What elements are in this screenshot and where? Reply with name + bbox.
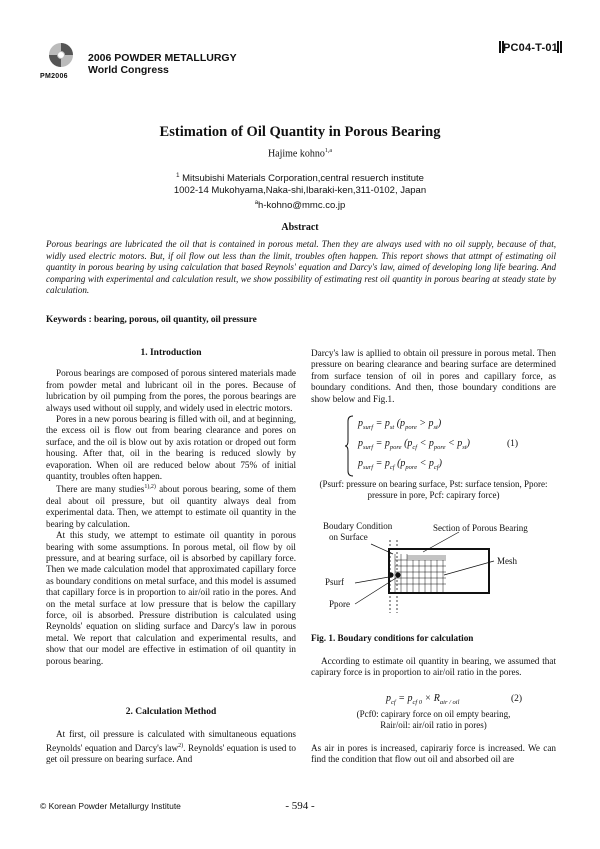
equation-2: $p_{cf} = p_{cf 0} \times R_{air / oil}$ — [386, 693, 460, 706]
intro-paragraph-3 — [46, 482, 296, 530]
figure-1 — [311, 518, 556, 636]
keywords: Keywords : bearing, porous, oil quantity, oil pressure — [46, 315, 257, 325]
paper-code — [497, 41, 564, 54]
fig-label-mesh: Mesh — [497, 556, 517, 566]
brace-icon — [344, 415, 354, 477]
fig-label-ppore: Ppore — [329, 599, 350, 609]
figure-caption: Fig. 1. Boudary conditions for calculation — [311, 633, 474, 643]
intro-paragraph-1: Porous bearings are composed of porous sintered materials made from powder metal and lubricant oil in the pores. Because of lubrication by oil pumping from the pores, the porous bearings are always used without oil supply, and widely used in electric motors. — [46, 368, 296, 413]
author-line — [0, 148, 600, 159]
boundary-diagram — [311, 518, 556, 636]
left-column-calc — [46, 707, 296, 766]
intro-heading: 1. Introduction — [140, 348, 202, 358]
eq1-number: (1) — [507, 439, 519, 449]
footer-copyright: © Korean Powder Metallurgy Institute — [40, 801, 181, 811]
congress-logo-icon — [46, 40, 76, 72]
affil-mark-1: 1 — [176, 173, 180, 179]
author-name: Hajime kohno — [267, 148, 325, 160]
intro-p3-b: about porous bearing, some of them deal about oil pressure, but oil quantity always deal from experimental data. Then, we attempt to estimate oil quantity in the bearing by calculation. — [46, 484, 297, 529]
calc-p1-a: At first, oil pressure is calculated with simultaneous equations Reynolds' equation and Darcy's law — [46, 729, 296, 753]
right-column-top — [311, 348, 556, 405]
affil-line-2: 1002-14 Mukohyama,Naka-shi,Ibaraki-ken,311-0102, Japan — [173, 185, 427, 197]
fig-label-section: Section of Porous Bearing — [433, 523, 528, 533]
affil-line-1: Mitsubishi Materials Corporation,central resuerch institute — [182, 173, 424, 185]
conference-line-2: World Congress — [88, 64, 169, 76]
paper-title: Estimation of Oil Quantity in Porous Bearing — [159, 124, 441, 140]
eq1-caption-1: (Psurf: pressure on bearing surface, Pst: surface tension, Ppore: — [319, 479, 548, 489]
fig-label-psurf: Psurf — [325, 577, 345, 587]
right-column-mid — [311, 656, 556, 679]
affil-email: h-kohno@mmc.co.jp — [258, 200, 346, 212]
intro-paragraph-2: Pores in a new porous bearing is filled with oil, and at beginning, the excess oil is flow out from bearing clearance and pores on surface, and the oil is blow out by axis rotation or droped out form housing. After that, oil in the bearing is reduced slowly by evaporation. When oil are reduced below about 75% of initial quantity, troubles often happen. — [46, 414, 296, 482]
author-marks: 1,a — [324, 148, 333, 154]
eq1-line-3: $p_{surf} = p_{cf}$ $(p_{pore} < p_{cf})$ — [358, 458, 442, 471]
surface-node — [388, 572, 393, 577]
page-number: - 594 - — [285, 800, 315, 812]
eq1-caption-2: pressure in pore, Pcf: capirary force) — [367, 490, 500, 500]
eq2-caption-2: Rair/oil: air/oil ratio in pores) — [380, 720, 487, 730]
affiliation — [0, 170, 600, 212]
logo-tag: PM2006 — [40, 73, 68, 80]
intro-paragraph-4: At this study, we attempt to estimate oil quantity in porous bearing with some assumptions. In porous metal, oil flow by oil pressure, and at bearing surface, oil is absorbed by capillary force. Then we made calculation model that approximated capillary force as boundary conditions on metal surface, and this model is assumed that capillary force is in proportion to air/oil ratio in the pores. And on the metal surface at low pressure that is below the capillary force, oil is absorbed. Pressure distribution is calculated using Reynolds' equation on sliding surface and Darcy's law in porous metal. We report that calculation and experimental results, and show that our model are effective in estimation of oil quantity in porous bearing. — [46, 530, 296, 666]
abstract-text: Porous bearings are lubricated the oil that is contained in porous metal. Then they are always used with no oil supply, because of that, widly used electric motors. But, if oil flow out less than the limit, troubles often happen. This report shows that attmpt of estimating oil quantity in porous bearing by using calculation that based Reynols' equation and Darcy's law, aimed of developing long life bearing. And comparing with experimental and calculation result, we show possibility of estimating rest oil quantity in porous bearing at steady state by calculation. — [46, 239, 556, 295]
conference-title — [88, 52, 237, 76]
eq1-caption — [311, 479, 556, 501]
right-paragraph-2: According to estimate oil quantity in bearing, we assumed that capirary force is in proportion to air/oil ratio in the pores. — [311, 656, 556, 678]
bearing-section-box — [389, 549, 489, 593]
right-column-bottom — [311, 743, 556, 766]
conference-line-1: 2006 POWDER METALLURGY — [88, 52, 237, 64]
fig-label-boundary-2: on Surface — [329, 532, 368, 542]
right-paragraph-3: As air in pores is increased, capirariy force is increased. We can find the condition that flow out oil and absorbed oil are — [311, 743, 556, 765]
eq1-line-2: $p_{surf} = p_{pore}$ $(p_{cf} < p_{pore} < p_{st})$ — [358, 438, 470, 451]
pore-node — [395, 572, 400, 577]
eq2-caption-1: (Pcf0: capirary force on oil empty bearing, — [356, 709, 511, 719]
paper-code-text: PC04-T-01 — [503, 42, 558, 54]
abstract-heading: Abstract — [281, 222, 319, 233]
calc-p1-b: . Reynolds' equation is used to get oil pressure on bearing surface. And — [46, 742, 296, 765]
eq1-line-1: $p_{surf} = p_{st}$ $(p_{pore} > p_{st})$ — [358, 418, 442, 431]
left-column — [46, 348, 296, 667]
calc-paragraph-1 — [46, 729, 296, 765]
intro-p3-ref: 1),2) — [144, 484, 156, 491]
right-paragraph-1: Darcy's law is apllied to obtain oil pressure in porous metal. Then pressure on bearing clearance and bearing surface are determined from surface tension of oil in pores and capillary force, as boundary conditions. And then, those boundary conditions are show below and Fig.1. — [311, 348, 556, 404]
affil-mark-a: a — [254, 200, 259, 207]
calc-heading: 2. Calculation Method — [125, 707, 217, 717]
intro-p3-a: There are many studies — [56, 484, 145, 495]
calc-p1-ref: 2) — [178, 742, 184, 749]
eq2-number: (2) — [511, 694, 523, 704]
equation-1 — [344, 415, 559, 477]
fig-label-boundary-1: Boudary Condition — [323, 521, 393, 531]
eq2-caption — [311, 709, 556, 731]
